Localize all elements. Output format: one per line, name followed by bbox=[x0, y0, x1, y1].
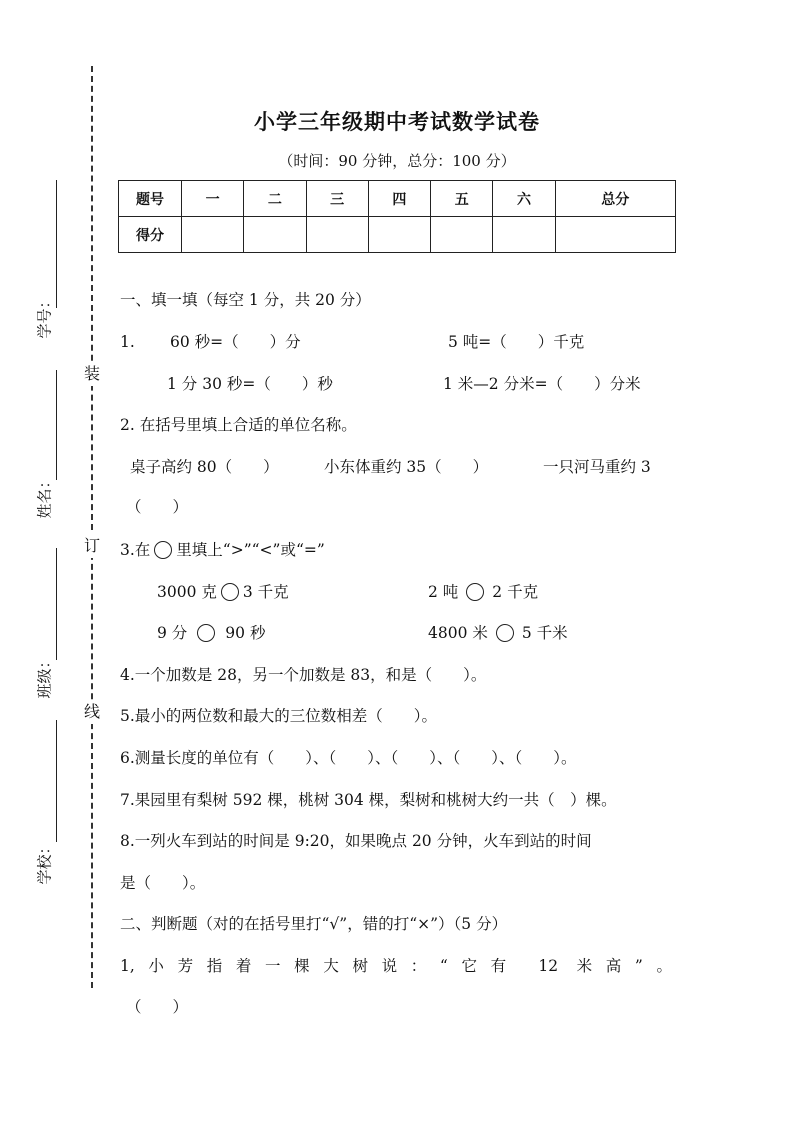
q6-text: 6.测量长度的单位有（ ）、（ ）、（ ）、（ ）、（ ）。 bbox=[120, 749, 577, 767]
cell-section-1: 一 bbox=[182, 181, 244, 217]
circle-icon bbox=[154, 541, 172, 559]
binding-char-ding: 订 bbox=[84, 534, 100, 558]
q3-text bbox=[120, 540, 325, 560]
q3-item-a bbox=[157, 582, 289, 602]
cell-section-4: 四 bbox=[368, 181, 430, 217]
compare-circle-icon[interactable] bbox=[496, 624, 514, 642]
q4-text: 4.一个加数是 28，另一个加数是 83，和是（ ）。 bbox=[120, 666, 487, 684]
score-input-3[interactable] bbox=[306, 217, 368, 253]
q3-b-right: 2 千克 bbox=[492, 583, 539, 601]
q3-prefix: 3.在 bbox=[120, 541, 151, 559]
class-label: 班级： bbox=[35, 653, 54, 699]
s2-q1-text: 1,小芳指着一棵大树说：“它有 12 米高”。 bbox=[120, 957, 672, 975]
section2-heading: 二、判断题（对的在括号里打“√”，错的打“×”）（5 分） bbox=[120, 915, 508, 933]
q3-d-right: 5 千米 bbox=[521, 624, 568, 642]
q3-a-right: 3 千克 bbox=[242, 583, 289, 601]
binding-char-zhuang: 装 bbox=[84, 362, 100, 386]
q3-suffix: 里填上“>”“<”或“=” bbox=[176, 541, 325, 559]
exam-title: 小学三年级期中考试数学试卷 bbox=[254, 109, 540, 134]
q1-item-a: 60 秒=（ ）分 bbox=[170, 333, 301, 351]
student-id-label: 学号： bbox=[35, 293, 54, 339]
score-table-header-row bbox=[119, 181, 676, 217]
score-table-score-row bbox=[119, 217, 676, 253]
q3-c-right: 90 秒 bbox=[225, 624, 266, 642]
q1-item-b: 5 吨=（ ）千克 bbox=[448, 333, 585, 351]
q2-item-d: （ ） bbox=[126, 498, 189, 516]
score-input-6[interactable] bbox=[493, 217, 555, 253]
q1-number: 1. bbox=[120, 333, 135, 351]
q8-text-line1: 8.一列火车到站的时间是 9:20，如果晚点 20 分钟，火车到站的时间 bbox=[120, 832, 592, 850]
score-table bbox=[118, 180, 676, 253]
compare-circle-icon[interactable] bbox=[197, 624, 215, 642]
s2-q1-answer: （ ） bbox=[126, 998, 189, 1016]
cell-score-label: 得分 bbox=[119, 217, 182, 253]
school-underline bbox=[56, 720, 57, 842]
class-underline bbox=[56, 548, 57, 660]
cell-section-5: 五 bbox=[431, 181, 493, 217]
score-input-1[interactable] bbox=[182, 217, 244, 253]
q2-item-c: 一只河马重约 3 bbox=[543, 458, 651, 476]
cell-section-2: 二 bbox=[244, 181, 306, 217]
q3-a-left: 3000 克 bbox=[157, 583, 217, 601]
q1-item-d: 1 米—2 分米=（ ）分米 bbox=[443, 375, 641, 393]
score-input-4[interactable] bbox=[368, 217, 430, 253]
score-input-total[interactable] bbox=[555, 217, 675, 253]
q5-text: 5.最小的两位数和最大的三位数相差（ ）。 bbox=[120, 707, 438, 725]
q2-item-a: 桌子高约 80（ ） bbox=[130, 458, 279, 476]
cell-question-no: 题号 bbox=[119, 181, 182, 217]
q8-text-line2: 是（ ）。 bbox=[120, 874, 206, 892]
q2-text: 2. 在括号里填上合适的单位名称。 bbox=[120, 416, 357, 434]
school-label: 学校： bbox=[35, 839, 54, 885]
q1-item-c: 1 分 30 秒=（ ）秒 bbox=[167, 375, 333, 393]
binding-dashed-line bbox=[91, 66, 93, 988]
score-input-2[interactable] bbox=[244, 217, 306, 253]
cell-total: 总分 bbox=[555, 181, 675, 217]
binding-char-xian: 线 bbox=[84, 700, 100, 724]
q3-item-c bbox=[157, 623, 265, 643]
student-name-underline bbox=[56, 370, 57, 480]
q3-item-b bbox=[428, 582, 538, 602]
q3-c-left: 9 分 bbox=[157, 624, 188, 642]
q3-item-d bbox=[428, 623, 568, 643]
q2-item-b: 小东体重约 35（ ） bbox=[324, 458, 489, 476]
cell-section-3: 三 bbox=[306, 181, 368, 217]
compare-circle-icon[interactable] bbox=[466, 583, 484, 601]
section1-heading: 一、填一填（每空 1 分，共 20 分） bbox=[120, 291, 371, 309]
exam-subtitle: （时间：90 分钟，总分：100 分） bbox=[278, 152, 516, 170]
student-id-underline bbox=[56, 180, 57, 308]
q7-text: 7.果园里有梨树 592 棵，桃树 304 棵，梨树和桃树大约一共（ ）棵。 bbox=[120, 791, 617, 809]
q3-d-left: 4800 米 bbox=[428, 624, 488, 642]
score-input-5[interactable] bbox=[431, 217, 493, 253]
cell-section-6: 六 bbox=[493, 181, 555, 217]
q3-b-left: 2 吨 bbox=[428, 583, 459, 601]
student-name-label: 姓名： bbox=[35, 473, 54, 519]
compare-circle-icon[interactable] bbox=[221, 583, 239, 601]
